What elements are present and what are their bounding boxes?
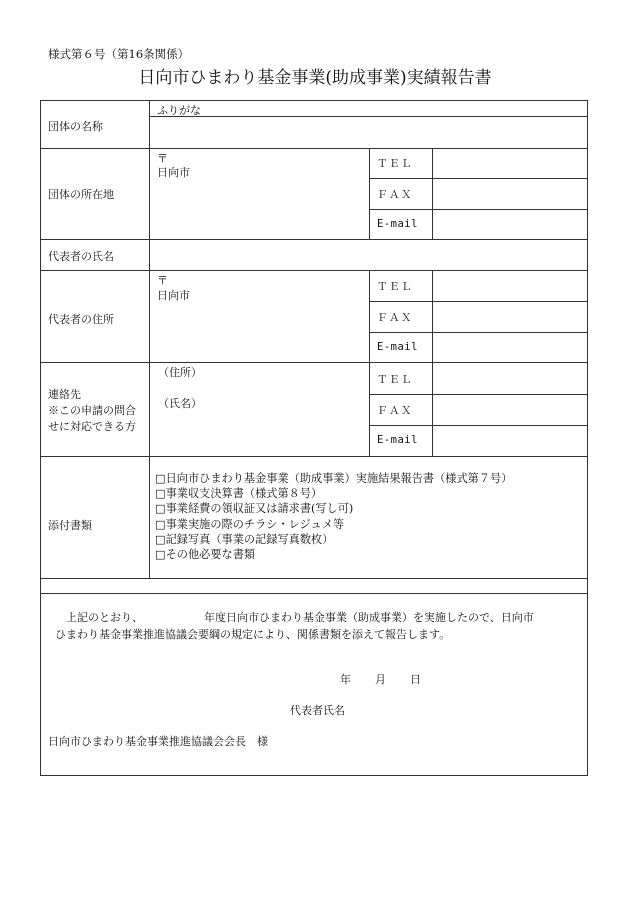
form-outer-border <box>41 101 588 776</box>
contact-label-line1: 連絡先 <box>48 388 81 401</box>
representative-address-city: 日向市 <box>157 289 190 302</box>
contact-label-line2: ※この申請の問合 <box>48 404 136 417</box>
furigana-label: ふりがな <box>157 104 201 117</box>
statement-line1-start: 上記のとおり、 <box>66 611 143 624</box>
group-name-label: 団体の名称 <box>48 120 103 133</box>
statement-line2: ひまわり基金事業推進協議会要綱の規定により、関係書類を添えて報告します。 <box>55 628 451 641</box>
attachment-item-flyers[interactable]: □事業実施の際のチラシ・レジュメ等 <box>155 517 345 531</box>
representative-tel-label: ＴＥＬ <box>377 281 413 293</box>
attachment-item-settlement[interactable]: □事業収支決算書（様式第８号） <box>155 487 323 501</box>
statement-line1-rest: 年度日向市ひまわり基金事業（助成事業）を実施したので、日向市 <box>204 611 534 624</box>
attachment-item-receipts[interactable]: □事業経費の領収証又は請求書(写し可) <box>155 502 354 516</box>
postal-mark: 〒 <box>157 152 168 165</box>
group-address-label: 団体の所在地 <box>48 188 114 201</box>
group-email-label: E-mail <box>377 218 418 230</box>
attachments-checklist <box>155 471 512 562</box>
attachments-label: 添付書類 <box>48 519 92 532</box>
representative-address-label: 代表者の住所 <box>48 313 114 326</box>
attachment-item-other[interactable]: □その他必要な書類 <box>155 548 256 562</box>
representative-email-label: E-mail <box>377 341 418 353</box>
representative-signature-label: 代表者氏名 <box>290 704 345 717</box>
page-title: 日向市ひまわり基金事業(助成事業)実績報告書 <box>138 68 492 88</box>
representative-name-label: 代表者の氏名 <box>48 250 114 263</box>
contact-fax-label: ＦＡＸ <box>377 405 413 417</box>
date-month-label: 月 <box>375 673 386 686</box>
contact-tel-label: ＴＥＬ <box>377 374 413 386</box>
date-day-label: 日 <box>410 673 421 686</box>
contact-label-line3: せに対応できる方 <box>48 420 136 433</box>
postal-mark: 〒 <box>157 274 168 287</box>
contact-person-name-label: （氏名） <box>158 397 202 410</box>
group-fax-label: ＦＡＸ <box>377 189 413 201</box>
attachment-item-photos[interactable]: □記録写真（事業の記録写真数枚） <box>155 532 334 546</box>
contact-email-label: E-mail <box>377 434 418 446</box>
representative-fax-label: ＦＡＸ <box>377 312 413 324</box>
form-number: 様式第６号（第16条関係） <box>48 47 190 61</box>
addressee: 日向市ひまわり基金事業推進協議会会長 様 <box>48 735 268 748</box>
group-address-city: 日向市 <box>157 166 190 179</box>
attachment-item-report[interactable]: □日向市ひまわり基金事業（助成事業）実施結果報告書（様式第７号） <box>155 472 513 485</box>
contact-address-label: （住所） <box>158 366 202 379</box>
group-tel-label: ＴＥＬ <box>377 158 413 170</box>
date-year-label: 年 <box>340 673 351 686</box>
